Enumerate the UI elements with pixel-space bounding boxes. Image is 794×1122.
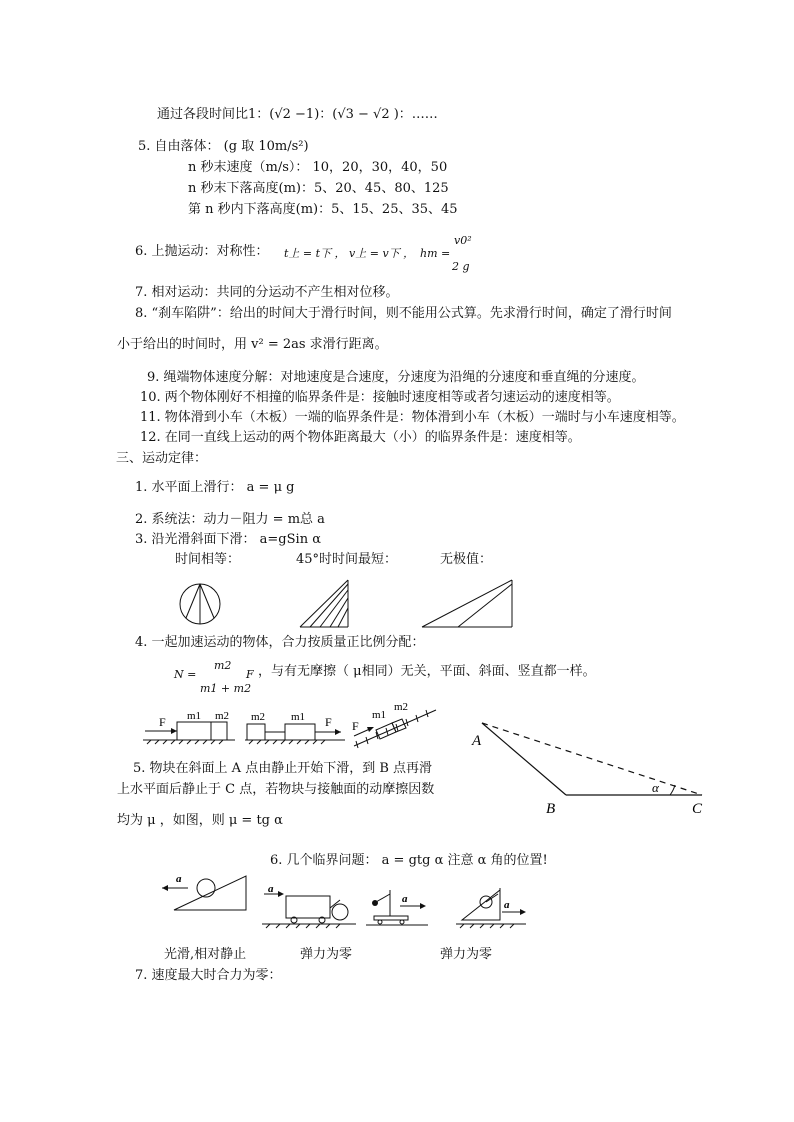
pendulum-cart-figure (366, 882, 430, 928)
block-text-2: 上水平面后静止于 C 点，若物块与接触面的动摩擦因数 (117, 782, 435, 797)
cart-slide: 11. 物体滑到小车（木板）一端的临界条件是：物体滑到小车（木板）一端时与小车速度相等。 (140, 410, 685, 425)
critical-problems: 6. 几个临界问题： a = gtg α 注意 α 角的位置! (270, 853, 548, 868)
system-method: 2. 系统法：动力－阻力 = m总 a (135, 512, 325, 527)
incline-45-figure (300, 580, 350, 628)
force-label: F (159, 715, 166, 729)
point-label-A: A (472, 733, 482, 749)
N-num: m2 (214, 659, 232, 672)
mass-label: m1 (187, 710, 202, 722)
accel-together: 4. 一起加速运动的物体，合力按质量正比例分配： (135, 635, 425, 650)
abc-incline-figure (470, 715, 710, 815)
accel-label: a (402, 893, 408, 905)
throw-up-h-den: 2 g (452, 260, 470, 273)
ball-on-incline-figure (160, 870, 250, 914)
block-text-1: 5. 物块在斜面上 A 点由静止开始下滑，到 B 点再滑 (133, 761, 433, 776)
ball-on-wedge-figure (456, 882, 530, 928)
N-tail: ，与有无摩擦（ μ相同）无关，平面、斜面、竖直都一样。 (258, 664, 596, 679)
N-den: m1 + m2 (200, 682, 252, 695)
mass-label: m2 (251, 711, 266, 723)
point-label-B: B (546, 801, 556, 817)
shortest-45-label: 45°时时间最短： (296, 552, 398, 567)
throw-up-h: hm = (420, 247, 451, 260)
free-fall-title: 5. 自由落体： (g 取 10m/s²) (138, 139, 309, 154)
relative-motion: 7. 相对运动：共同的分运动不产生相对位移。 (135, 285, 399, 300)
max-speed: 7. 速度最大时合力为零： (135, 968, 282, 983)
mass-label: m2 (394, 701, 409, 713)
accel-label: a (176, 873, 182, 885)
time-ratio-line: 通过各段时间比1：(√2 −1)：(√3 − √2 )：…… (157, 107, 438, 122)
force-label: F (352, 719, 359, 733)
force-label: F (325, 715, 332, 729)
throw-up-h-num: v0² (454, 234, 472, 247)
truck-ball-figure (262, 882, 356, 928)
circle-chords-figure (178, 582, 222, 626)
brake-trap-1: 8. “刹车陷阱”：给出的时间大于滑行时间，则不能用公式算。先求滑行时间，确定了滑行时间 (135, 306, 672, 321)
N-eq: N = (174, 668, 197, 681)
accel-label: a (268, 883, 274, 895)
no-collide: 10. 两个物体刚好不相撞的临界条件是：接触时速度相等或者匀速运动的速度相等。 (140, 390, 620, 405)
throw-up-formula1: t上 = t下 ， v上 = v下 ， (284, 247, 415, 260)
section-heading-laws: 三、运动定律： (116, 451, 208, 466)
throw-up-prefix: 6. 上抛运动：对称性： (135, 244, 269, 259)
accel-label: a (504, 899, 510, 911)
no-extreme-figure (422, 580, 514, 628)
free-fall-height: n 秒末下落高度(m)：5、20、45、80、125 (188, 181, 449, 196)
incline-slide: 3. 沿光滑斜面下滑： a=gSin α (135, 532, 321, 547)
rope-velocity: 9. 绳端物体速度分解：对地速度是合速度，分速度为沿绳的分速度和垂直绳的分速度。 (147, 370, 645, 385)
blocks-horizontal-2 (245, 706, 345, 746)
horizontal-slide: 1. 水平面上滑行： a = μ g (135, 480, 295, 495)
free-fall-speed: n 秒末速度（m/s）： 10，20，30，40，50 (188, 160, 448, 175)
elastic-zero-label-1: 弹力为零 (300, 947, 353, 962)
block-text-3: 均为 μ ，如图，则 μ = tg α (117, 813, 283, 828)
free-fall-nth-height: 第 n 秒内下落高度(m)：5、15、25、35、45 (188, 202, 458, 217)
N-F: F (246, 668, 254, 681)
mass-label: m1 (291, 711, 306, 723)
mass-label: m1 (372, 709, 387, 721)
elastic-zero-label-2: 弹力为零 (440, 947, 493, 962)
blocks-on-incline (350, 700, 440, 750)
max-distance: 12. 在同一直线上运动的两个物体距离最大（小）的临界条件是：速度相等。 (140, 430, 581, 445)
angle-label-alpha: α (652, 780, 659, 795)
blocks-horizontal-1 (143, 706, 235, 746)
smooth-label: 光滑,相对静止 (164, 947, 247, 962)
no-extreme-label: 无极值： (440, 552, 493, 567)
equal-time-label: 时间相等： (175, 552, 241, 567)
mass-label: m2 (215, 710, 230, 722)
brake-trap-2: 小于给出的时间时，用 v² = 2as 求滑行距离。 (117, 337, 388, 352)
point-label-C: C (692, 801, 703, 817)
